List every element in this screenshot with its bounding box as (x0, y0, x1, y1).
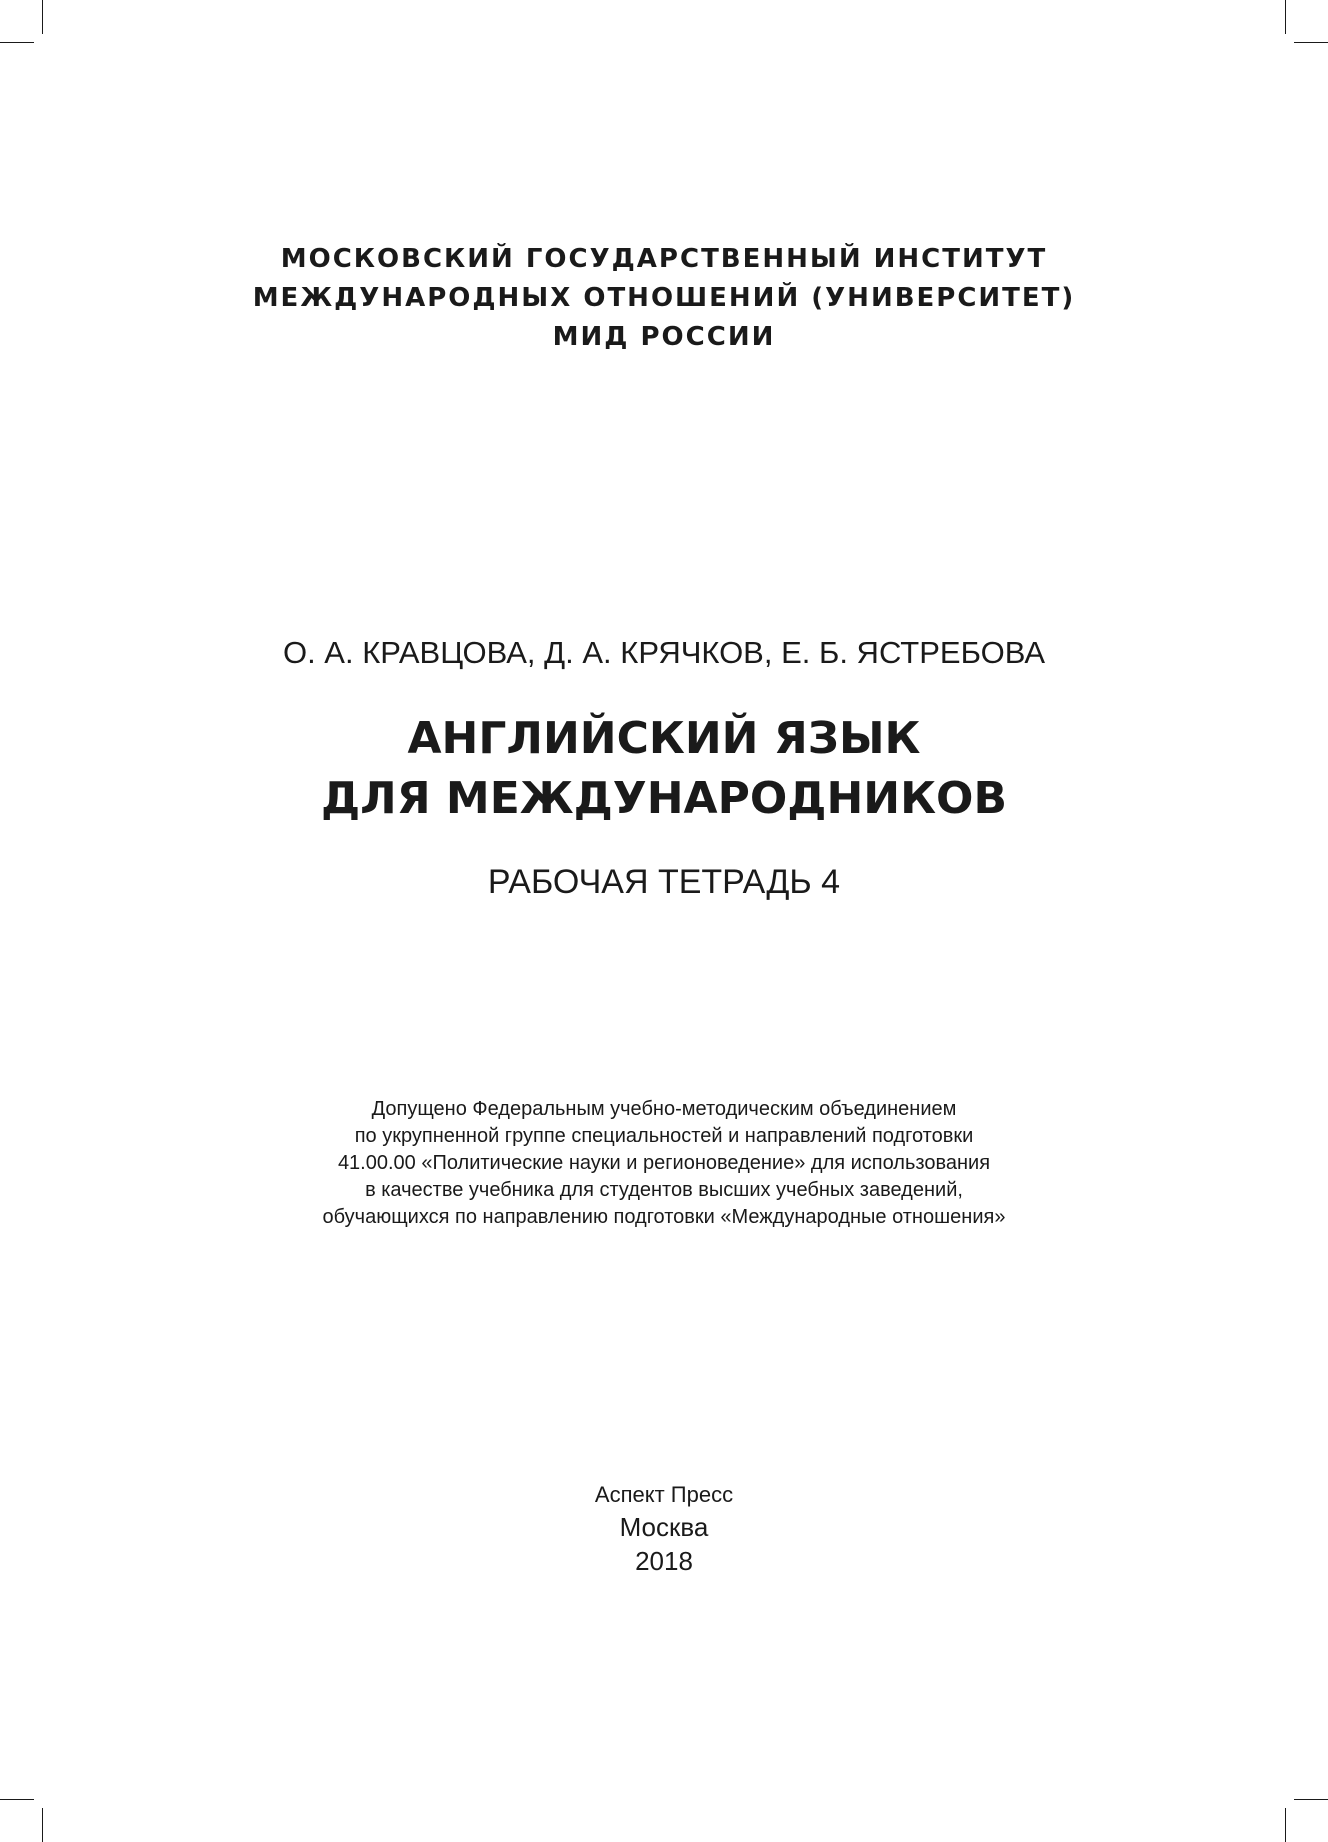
approval-line: по укрупненной группе специальностей и направлений подготовки (354, 1125, 974, 1147)
crop-mark-top-left (42, 0, 43, 34)
institute-line: МЕЖДУНАРОДНЫХ ОТНОШЕНИЙ (УНИВЕРСИТЕТ) (252, 283, 1076, 313)
approval-statement (0, 1096, 1328, 1231)
book-subtitle: РАБОЧАЯ ТЕТРАДЬ 4 (487, 863, 841, 901)
institute-name (0, 240, 1328, 357)
book-title-line: АНГЛИЙСКИЙ ЯЗЫК (407, 713, 921, 764)
crop-mark-bottom-left (42, 1808, 43, 1842)
approval-line: 41.00.00 «Политические науки и регионоведение» для использования (337, 1152, 991, 1174)
crop-mark-bottom-right (1285, 1808, 1286, 1842)
book-title (0, 709, 1328, 829)
crop-mark-bottom-right-h (1294, 1799, 1328, 1800)
institute-line: МОСКОВСКИЙ ГОСУДАРСТВЕННЫЙ ИНСТИТУТ (280, 244, 1048, 274)
publisher: Аспект Пресс (594, 1482, 734, 1507)
approval-line: Допущено Федеральным учебно-методическим объединением (371, 1098, 957, 1120)
crop-mark-top-right-h (1294, 42, 1328, 43)
crop-mark-top-left-h (0, 42, 34, 43)
book-title-line: ДЛЯ МЕЖДУНАРОДНИКОВ (320, 773, 1008, 824)
approval-line: в качестве учебника для студентов высших учебных заведений, (365, 1179, 963, 1201)
crop-mark-top-right (1285, 0, 1286, 34)
authors: О. А. КРАВЦОВА, Д. А. КРЯЧКОВ, Е. Б. ЯСТРЕБОВА (282, 635, 1046, 670)
approval-line: обучающихся по направлению подготовки «Международные отношения» (322, 1206, 1006, 1228)
year: 2018 (635, 1546, 693, 1576)
city: Москва (619, 1512, 709, 1542)
institute-line: МИД РОССИИ (552, 322, 776, 352)
crop-mark-bottom-left-h (0, 1799, 34, 1800)
